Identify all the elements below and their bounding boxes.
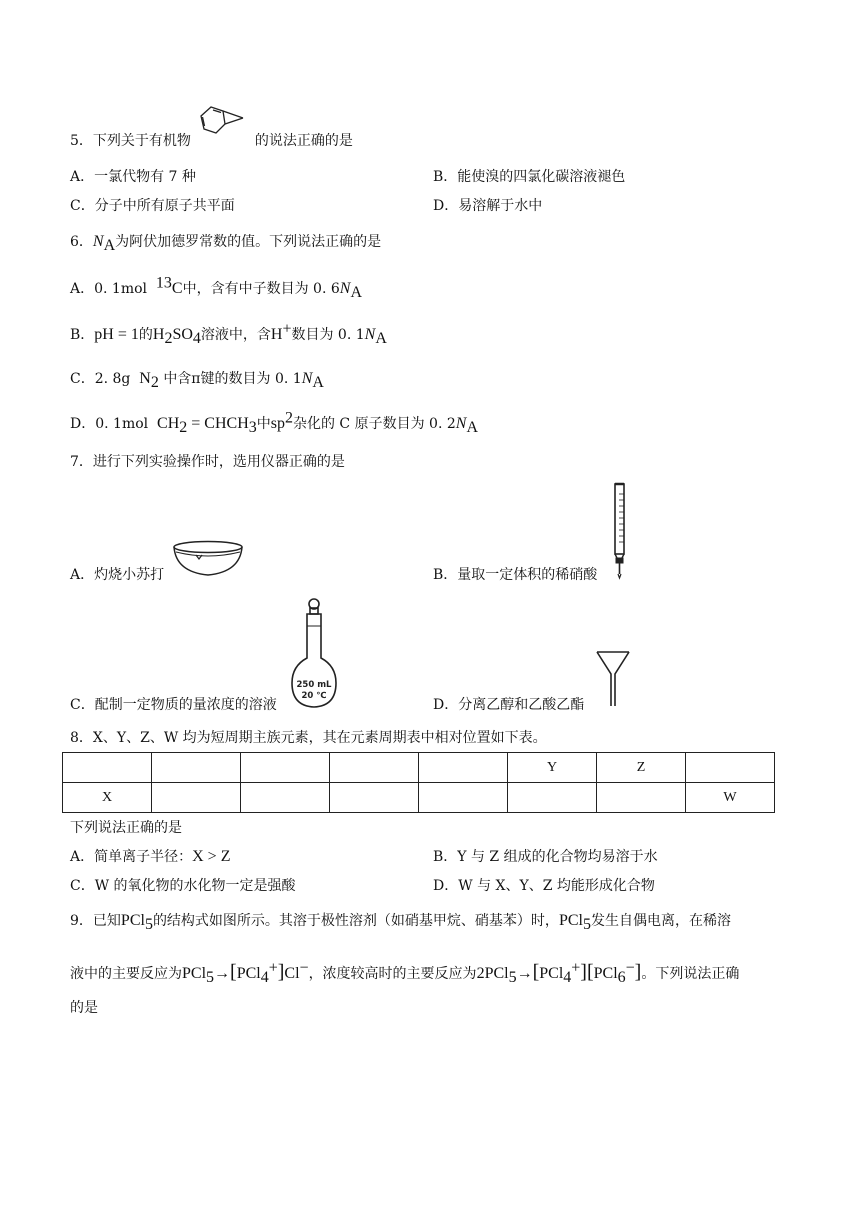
q6-option-b: B．pH = 1的$H_2SO_4$溶液中，含H+数目为 0. $1N_A$ — [70, 320, 387, 347]
q7-option-d: D．分离乙醇和乙酸乙酯 — [433, 697, 585, 713]
q7-option-b: B．量取一定体积的稀硝酸 — [433, 567, 598, 583]
q8-option-c: C．W 的氧化物的水化物一定是强酸 — [70, 878, 296, 894]
table-cell: Z — [597, 753, 686, 783]
table-cell: X — [63, 783, 152, 813]
q5-option-c: C．分子中所有原子共平面 — [70, 198, 235, 214]
q5-stem-after: 的说法正确的是 — [254, 133, 353, 149]
burette-figure — [606, 480, 634, 580]
table-cell — [419, 783, 508, 813]
avogadro-symbol: N — [92, 233, 104, 250]
q8-sub-stem: 下列说法正确的是 — [70, 820, 182, 836]
table-cell — [241, 753, 330, 783]
q7-stem: 7．进行下列实验操作时，选用仪器正确的是 — [70, 454, 345, 470]
q7-option-a: A．灼烧小苏打 — [70, 567, 165, 583]
table-cell — [330, 783, 419, 813]
table-cell — [63, 753, 152, 783]
evaporating-dish-figure — [170, 538, 250, 580]
q5-stem-before: 5．下列关于有机物 — [70, 133, 191, 149]
q8-option-d: D．W 与 X、Y、Z 均能形成化合物 — [433, 878, 655, 894]
q6-option-c: C．2. 8g $N_2$ 中含π键的数目为 0. $1N_A$ — [70, 370, 324, 391]
q8-stem: 8．X、Y、Z、W 均为短周期主族元素，其在元素周期表中相对位置如下表。 — [70, 730, 547, 746]
table-cell — [330, 753, 419, 783]
q8-option-b: B．Y 与 Z 组成的化合物均易溶于水 — [433, 849, 658, 865]
bicyclic-molecule-figure — [196, 102, 250, 142]
q9-line-2: 液中的主要反应为PCl$_5$→[PCl$_4$+]Cl−，浓度较高时的主要反应为2PCl$_5$→[PCl$_4$+][PCl$_6$−]。下列说法正确 — [70, 959, 740, 986]
periodic-table-fragment — [62, 752, 775, 813]
table-row — [63, 753, 775, 783]
table-cell — [597, 783, 686, 813]
flask-label-volume: 250 mL — [296, 680, 332, 690]
q6-stem: 6．$N_A$为阿伏加德罗常数的值。下列说法正确的是 — [70, 233, 382, 254]
table-cell: Y — [508, 753, 597, 783]
q6-option-a: A．0. 1mol $^{13}$C中，含有中子数目为 0. $6N_A$ — [70, 274, 362, 301]
funnel-figure — [594, 648, 634, 712]
q5-option-d: D．易溶解于水中 — [433, 198, 543, 214]
table-cell — [152, 753, 241, 783]
q8-option-a: A．简单离子半径：X > Z — [70, 848, 231, 865]
q7-option-c: C．配制一定物质的量浓度的溶液 — [70, 697, 277, 713]
table-cell — [419, 753, 508, 783]
volumetric-flask-figure — [288, 596, 340, 712]
q6-option-d: D．0. 1mol $CH_2$ = $CHCH_3$中$sp^2$杂化的 C 原子数目为 0. $2N_A$ — [70, 409, 478, 436]
table-cell — [152, 783, 241, 813]
table-row — [63, 783, 775, 813]
table-cell — [508, 783, 597, 813]
table-cell — [686, 753, 775, 783]
flask-label-temp: 20 ℃ — [301, 691, 327, 701]
q9-line-1: 9．已知PCl$_5$的结构式如图所示。其溶于极性溶剂（如硝基甲烷、硝基苯）时，PCl$_5$发生自偶电离，在稀溶 — [70, 912, 731, 933]
table-cell: W — [686, 783, 775, 813]
q5-option-a: A．一氯代物有 7 种 — [70, 169, 196, 185]
q5-option-b: B．能使溴的四氯化碳溶液褪色 — [433, 169, 626, 185]
q9-line-3: 的是 — [70, 1000, 98, 1016]
table-cell — [241, 783, 330, 813]
